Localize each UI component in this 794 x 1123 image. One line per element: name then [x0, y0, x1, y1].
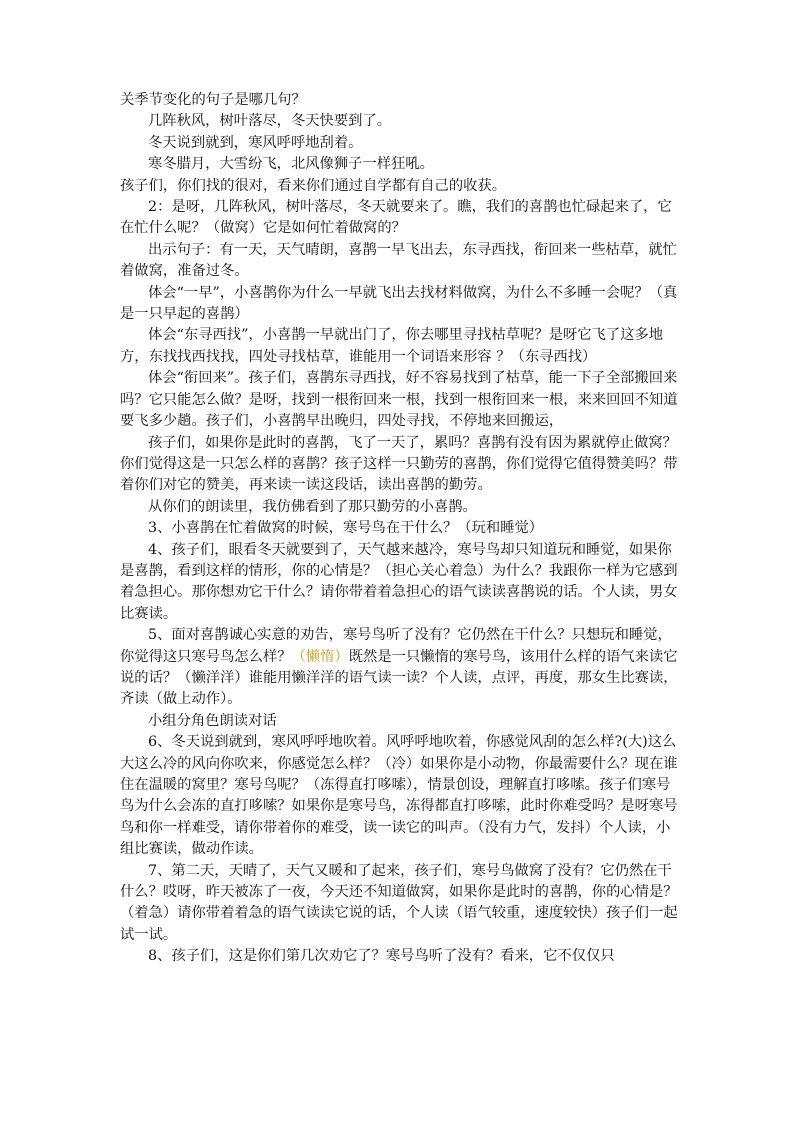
paragraph-14: 4、孩子们，眼看冬天就要到了，天气越来越冷，寒号鸟却只知道玩和睡觉，如果你是喜鹊，看到这样的情形，你的心情是？（担心关心着急）为什么？我跟你一样为它感到着急担心。那你想劝它干什么？请你带着着急担心的语气读读喜鹊说的话。个人读，男女比赛读。 [120, 541, 678, 622]
paragraph-3: 冬天说到就到，寒风呼呼地刮着。 [148, 134, 363, 151]
paragraph-10: 体会“衔回来”。孩子们，喜鹊东寻西找，好不容易找到了枯草，能一下子全部搬回来吗？它只能怎么做？是呀，找到一根衔回来一根，找到一根衔回来一根，来来回回不知道要飞多少趟。孩子们，小喜鹊早出晚归，四处寻找，不停地来回搬运， [120, 370, 678, 430]
paragraph-15-before: 5、面对喜鹊诚心实意的劝告，寒号鸟听了没有？它仍然在干什么？只想玩和睡觉，你觉得这只寒号鸟怎么样？ [120, 627, 672, 665]
paragraph-9: 体会“东寻西找”，小喜鹊一早就出门了，你去哪里寻找枯草呢？是呀它飞了这多地方，东找找西找找，四处寻找枯草，谁能用一个词语来形容 ？（东寻西找） [120, 327, 664, 365]
paragraph-1: 关季节变化的句子是哪几句？ [120, 92, 306, 108]
paragraph-16: 小组分角色朗读对话 [148, 712, 277, 729]
paragraph-13: 3、小喜鹊在忙着做窝的时候，寒号鸟在干什么？（玩和睡觉） [148, 520, 544, 537]
paragraph-8: 体会“一早”，小喜鹊你为什么一早就飞出去找材料做窝，为什么不多睡一会呢？（真是一只早起的喜鹊） [120, 284, 678, 323]
highlighted-answer: （懒惰） [291, 648, 349, 665]
paragraph-15-after: 既然是一只懒惰的寒号鸟，该用什么样的语气来读它说的话？（懒洋洋）谁能用懒洋洋的语气读一读？个人读，点评，再度，那女生比赛读，齐读（做上动作）。 [120, 648, 678, 708]
paragraph-4: 寒冬腊月，大雪纷飞，北风像狮子一样狂吼。 [148, 156, 434, 173]
document-body [120, 90, 680, 968]
paragraph-6: 2：是呀，几阵秋风，树叶落尽，冬天就要来了。瞧，我们的喜鹊也忙碌起来了，它在忙什么呢？（做窝）它是如何忙着做窝的？ [120, 199, 672, 237]
paragraph-19: 8、孩子们，这是你们第几次劝它了？寒号鸟听了没有？看来，它不仅仅只 [148, 948, 615, 965]
paragraph-7: 出示句子：有一天，天气晴朗，喜鹊一早飞出去，东寻西找，衔回来一些枯草，就忙着做窝，准备过冬。 [120, 241, 677, 280]
paragraph-2: 几阵秋风，树叶落尽，冬天快要到了。 [148, 113, 392, 130]
paragraph-12: 从你们的朗读里，我仿佛看到了那只勤劳的小喜鹊。 [148, 498, 477, 515]
paragraph-11: 孩子们，如果你是此时的喜鹊，飞了一天了，累吗？喜鹊有没有因为累就停止做窝？你们觉得这是一只怎么样的喜鹊？孩子这样一只勤劳的喜鹊，你们觉得它值得赞美吗？带着你们对它的赞美，再来读一读这段话，读出喜鹊的勤劳。 [120, 434, 678, 494]
paragraph-17: 6、冬天说到就到，寒风呼呼地吹着。风呼呼地吹着，你感觉风刮的怎么样?(大)这么大这么冷的风向你吹来，你感觉怎么样？（冷）如果你是小动物，你最需要什么？现在谁住在温暖的窝里？寒号鸟呢？（冻得直打哆嗦），情景创设，理解直打哆嗦。孩子们寒号鸟为什么会冻的直打哆嗦？如果你是寒号鸟，冻得都直打哆嗦，此时你难受吗？是呀寒号鸟和你一样难受，请你带着你的难受，读一读它的叫声。（没有力气，发抖）个人读，小组比赛读，做动作读。 [120, 734, 678, 858]
paragraph-5: 孩子们，你们找的很对，看来你们通过自学都有自己的收获。 [120, 177, 507, 194]
paragraph-18: 7、第二天，天晴了，天气又暖和了起来，孩子们，寒号鸟做窝了没有？它仍然在干什么？哎呀，昨天被冻了一夜，今天还不知道做窝，如果你是此时的喜鹊，你的心情是？（着急）请你带着着急的语气读读它说的话，个人读（语气较重，速度较快）孩子们一起试一试。 [120, 862, 678, 943]
paragraph-15 [120, 625, 680, 711]
